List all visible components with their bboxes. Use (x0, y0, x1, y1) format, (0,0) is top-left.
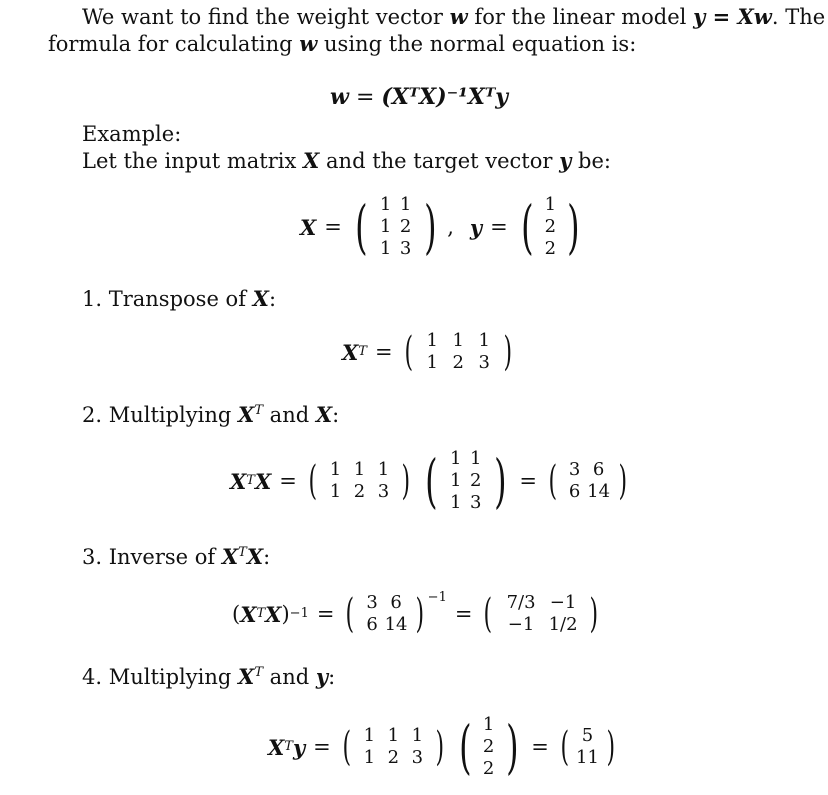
equals-sign-2: = (490, 215, 508, 239)
y-symbol: y (559, 148, 572, 173)
example-heading: Example: (82, 122, 182, 146)
step-2-heading: 2. Multiplying $X^T$ and X: (82, 402, 340, 427)
y-label: y (469, 214, 483, 240)
comma: , (447, 215, 454, 239)
vector-y: ( 1 2 2 ) (520, 193, 580, 261)
normal-equation (330, 84, 508, 110)
step-2-equation: X T X = ( 1 1 1 1 2 3 ) ( 1 1 1 2 1 3 ) = ( 3 6 6 14 ) (230, 448, 630, 514)
matrix-XT-3: ( 1 1 1 1 2 3 ) (342, 724, 445, 770)
example-text-mid: and the target vector (326, 149, 553, 173)
example-text: Let the input matrix (82, 149, 297, 173)
matrix-XTX: ( 3 6 6 14 ) (548, 458, 627, 504)
w-symbol-2: w (299, 31, 318, 56)
example-line (82, 148, 611, 173)
example-text-end: be: (578, 149, 611, 173)
intro-text-end: . The (771, 5, 826, 29)
step-4-equation: X T y = ( 1 1 1 1 2 3 ) ( 1 2 2 ) = ( 5 11 ) (268, 714, 618, 780)
matrix-XT: ( 1 1 1 1 2 3 ) (404, 329, 513, 375)
equals-sign: = (355, 85, 375, 110)
equals-sign: = (324, 215, 342, 239)
step-4-heading: 4. Multiplying $X^T$ and y: (82, 664, 336, 689)
step-1-equation: X T = ( 1 1 1 1 2 3 ) (342, 330, 516, 374)
vector-y-2: ( 1 2 2 ) (459, 713, 519, 781)
intro-text: We want to find the weight vector (82, 5, 443, 29)
w-symbol: w (449, 4, 468, 29)
matrix-XTX-2: ( 3 6 6 14 ) (345, 591, 425, 637)
matrix-XTX-inverse: ( 7/3 −1 −1 1/2 ) (483, 591, 599, 637)
formula-lhs: w (330, 84, 349, 110)
step-3-heading: 3. Inverse of $X^TX$: (82, 544, 271, 569)
intro-text-2-end: using the normal equation is: (324, 32, 637, 56)
intro-line-1 (82, 4, 825, 29)
vector-XTy: ( 5 11 ) (560, 724, 615, 770)
matrix-X: ( 1 1 1 2 1 3 ) (355, 193, 437, 261)
matrix-X-2: ( 1 1 1 2 1 3 ) (425, 447, 507, 515)
matrix-XT-2: ( 1 1 1 1 2 3 ) (308, 458, 411, 504)
step-1-heading: 1. Transpose of X: (82, 286, 277, 311)
X-symbol: X (303, 148, 320, 173)
intro-line-2 (48, 31, 636, 56)
formula-rhs: (XᵀX)⁻¹Xᵀy (381, 84, 509, 110)
X-label: X (300, 214, 317, 240)
model-equation: y = Xw (693, 4, 772, 29)
intro-text-2: formula for calculating (48, 32, 293, 56)
step-3-equation: ( X T X ) −1 = ( 3 6 6 14 ) −1 = ( 7/3 −1 −1 1/2 ) (232, 592, 602, 636)
x-y-definition (300, 194, 585, 260)
intro-text-mid: for the linear model (474, 5, 687, 29)
